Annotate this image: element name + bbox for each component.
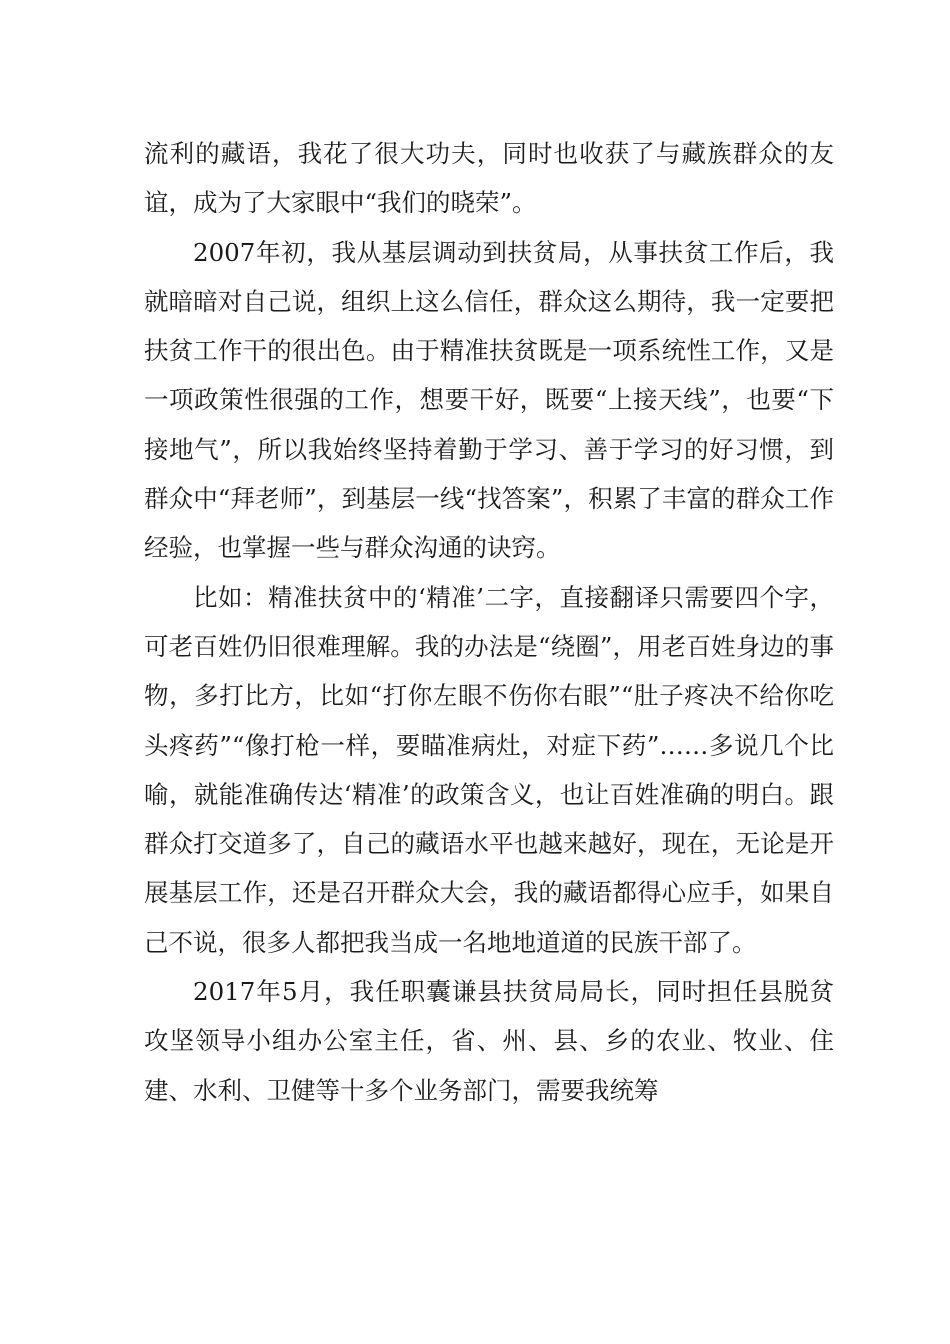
paragraph-1: 流利的藏语，我花了很大功夫，同时也收获了与藏族群众的友谊，成为了大家眼中“我们的晓荣”。 [144,139,834,218]
document-body [144,129,834,1115]
paragraph-2: 2007年初，我从基层调动到扶贫局，从事扶贫工作后，我就暗暗对自己说，组织上这么信任，群众这么期待，我一定要把扶贫工作干的很出色。由于精准扶贫既是一项系统性工作，又是一项政策性很强的工作，想要干好，既要“上接天线”，也要“下接地气”，所以我始终坚持着勤于学习、善于学习的好习惯，到群众中“拜老师”，到基层一线“找答案”，积累了丰富的群众工作经验，也掌握一些与群众沟通的诀窍。 [144,237,834,563]
paragraph-3: 比如：精准扶贫中的‘精准’二字，直接翻译只需要四个字，可老百姓仍旧很难理解。我的办法是“绕圈”，用老百姓身边的事物，多打比方，比如“打你左眼不伤你右眼”“肚子疼决不给你吃头疼药”“像打枪一样，要瞄准病灶，对症下药”……多说几个比喻，就能准确传达‘精准’的政策含义，也让百姓准确的明白。跟群众打交道多了，自己的藏语水平也越来越好，现在，无论是开展基层工作，还是召开群众大会，我的藏语都得心应手，如果自己不说，很多人都把我当成一名地地道道的民族干部了。 [144,582,834,957]
paragraph-4: 2017年5月，我任职囊谦县扶贫局局长，同时担任县脱贫攻坚领导小组办公室主任，省、州、县、乡的农业、牧业、住建、水利、卫健等十多个业务部门，需要我统筹 [144,977,834,1105]
